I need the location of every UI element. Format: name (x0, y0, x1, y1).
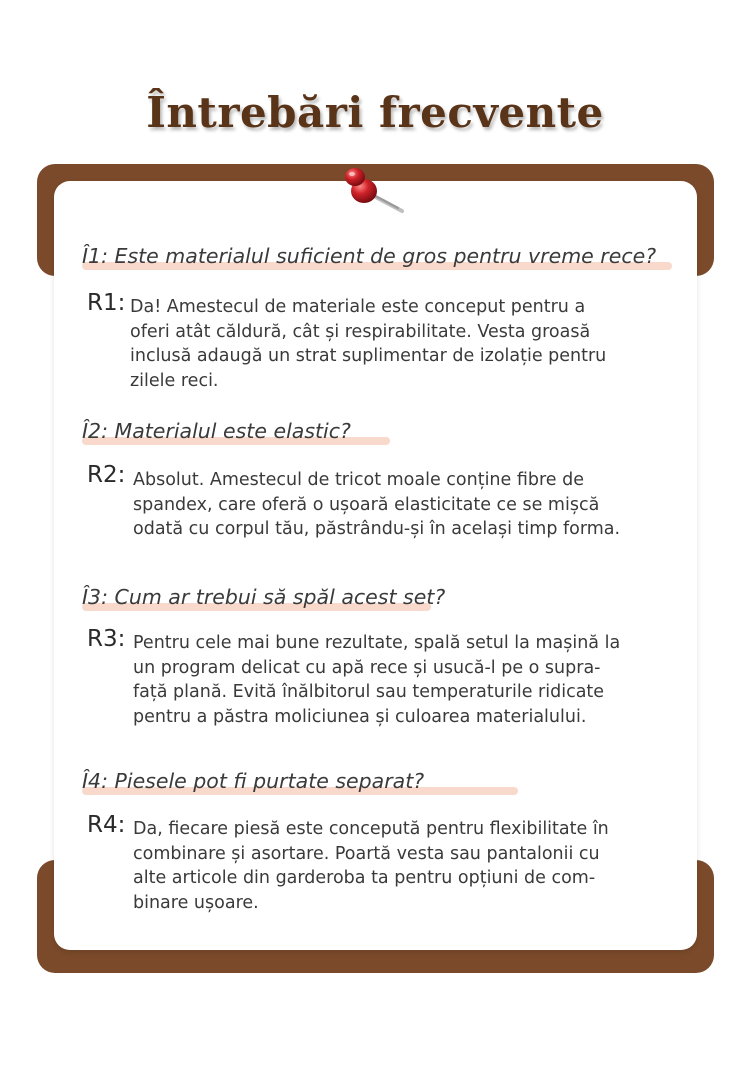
faq-answer-3: Pentru cele mai bune rezultate, spală setul la mașină la un program delicat cu apă rece și usucă-l pe o supra- față plană. Evită înălbitorul sau temperaturile ridicate pentru a păstra moliciunea și culoarea materialului. (133, 633, 621, 727)
faq-answer-1: Da! Amestecul de materiale este conceput pentru a oferi atât căldură, cât și respirabilitate. Vesta groasă inclusă adaugă un strat suplimentar de izolație pentru zilele reci. (130, 297, 607, 391)
faq-question-4: Î4: Piesele pot fi purtate separat? (82, 769, 425, 793)
answer-label-1: R1: (87, 290, 126, 316)
answer-label-3: R3: (87, 626, 126, 652)
page-title: Întrebări frecvente (146, 88, 604, 137)
faq-question-1: Î1: Este materialul suficient de gros pentru vreme rece? (82, 244, 657, 268)
answer-label-2: R2: (87, 462, 126, 488)
faq-question-2: Î2: Materialul este elastic? (82, 419, 351, 443)
faq-question-3: Î3: Cum ar trebui să spăl acest set? (82, 585, 446, 609)
push-pin-icon (340, 164, 410, 219)
faq-answer-2: Absolut. Amestecul de tricot moale conține fibre de spandex, care oferă o ușoară elasticitate ce se mișcă odată cu corpul tău, păstrându-și în același timp forma. (133, 470, 621, 539)
answer-label-4: R4: (87, 812, 126, 838)
faq-answer-4: Da, fiecare piesă este concepută pentru flexibilitate în combinare și asortare. Poartă vesta sau pantalonii cu alte articole din garderoba ta pentru opțiuni de com- binare ușoare. (133, 819, 609, 913)
